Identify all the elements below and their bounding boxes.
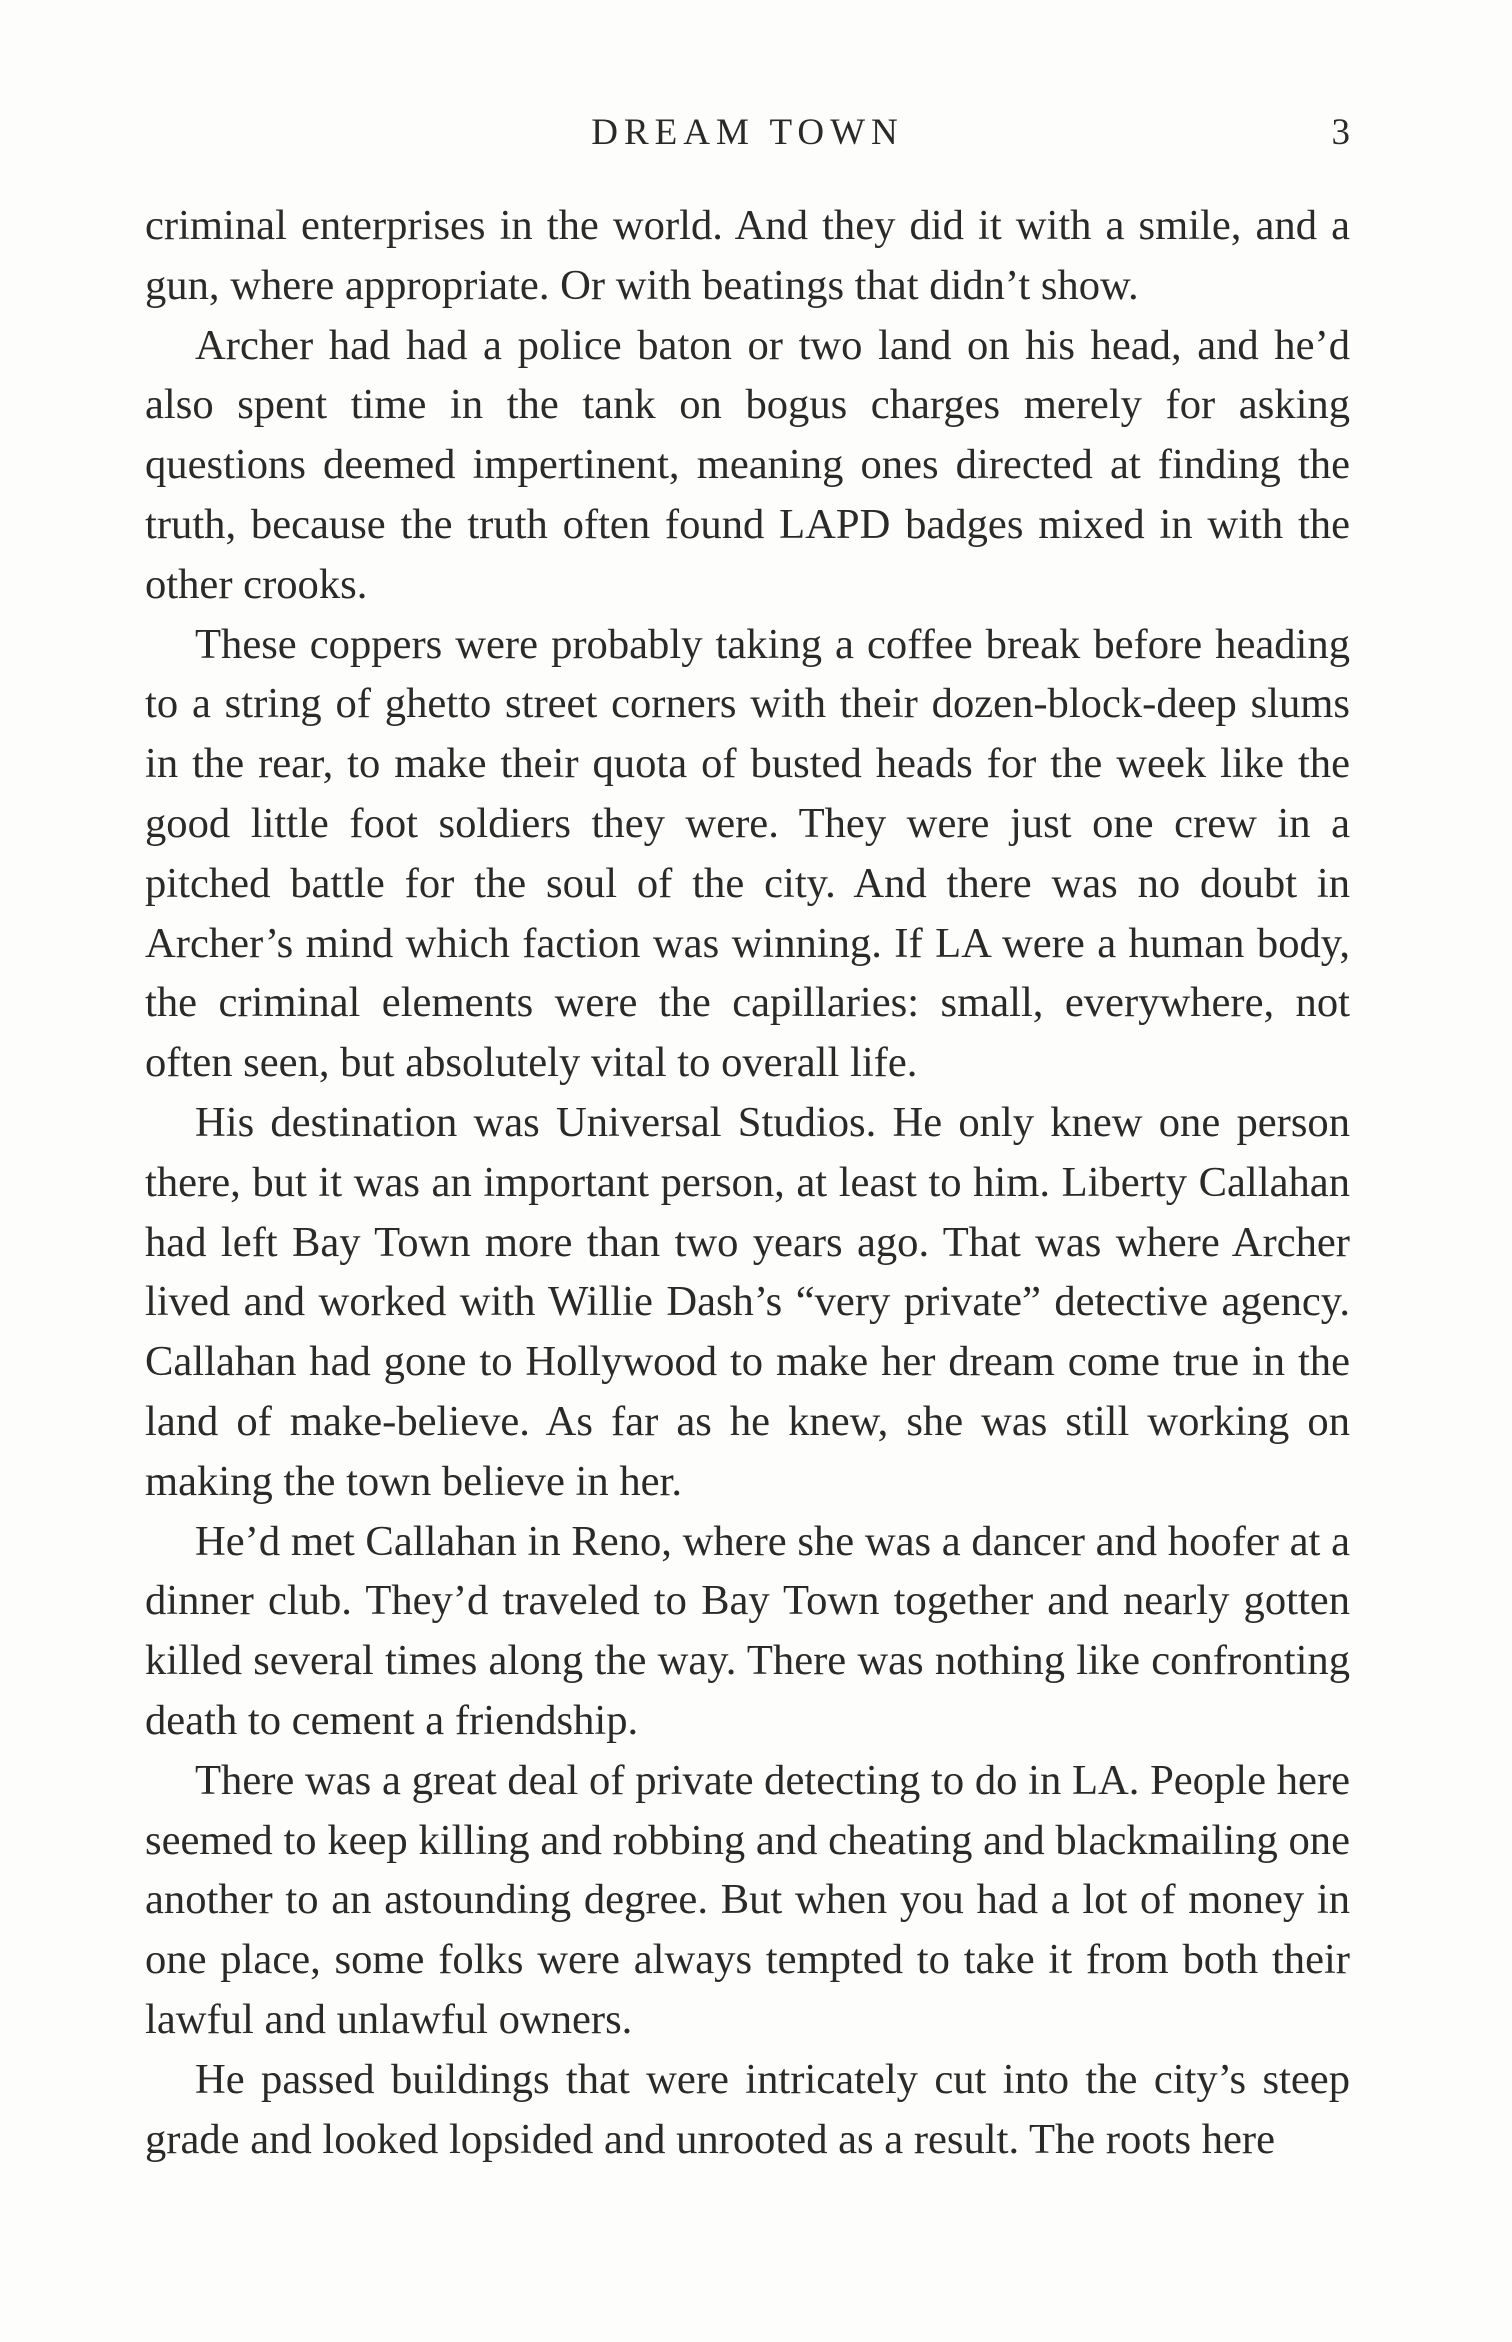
paragraph: He passed buildings that were intricately cut into the city’s steep grade and looked lopsided and unrooted as a result. The roots here xyxy=(145,2055,1350,2163)
paragraph: His destination was Universal Studios. He only knew one person there, but it was an important person, at least to him. Liberty Callahan had left Bay Town more than two years ago. That was where Archer lived and worked with Willie Dash’s “very private” detective agency. Callahan had gone to Hollywood to make her dream come true in the land of make-believe. As far as he knew, she was still working on making the town believe in her. xyxy=(145,1098,1350,1505)
running-title: DREAM TOWN xyxy=(591,112,904,153)
page-number: 3 xyxy=(1331,112,1350,153)
paragraph: There was a great deal of private detecting to do in LA. People here seemed to keep killing and robbing and cheating and blackmailing one another to an astounding degree. But when you had a lot of money in one place, some folks were always tempted to take it from both their lawful and unlawful owners. xyxy=(145,1756,1350,2043)
paragraph: criminal enterprises in the world. And they did it with a smile, and a gun, where appropriate. Or with beatings that didn’t show. xyxy=(145,202,1350,309)
paragraph: Archer had had a police baton or two land on his head, and he’d also spent time in the tank on bogus charges merely for asking questions deemed impertinent, meaning ones directed at finding the truth, because the truth often found LAPD badges mixed in with the other crooks. xyxy=(145,321,1350,608)
paragraph: He’d met Callahan in Reno, where she was a dancer and hoofer at a dinner club. They’d traveled to Bay Town together and nearly gotten killed several times along the way. There was nothing like confronting death to cement a friendship. xyxy=(145,1517,1350,1744)
body-text xyxy=(145,196,1350,2169)
paragraph: These coppers were probably taking a coffee break before heading to a string of ghetto street corners with their dozen-block-deep slums in the rear, to make their quota of busted heads for the week like the good little foot soldiers they were. They were just one crew in a pitched battle for the soul of the city. And there was no doubt in Archer’s mind which faction was winning. If LA were a human body, the criminal elements were the capillaries: small, everywhere, not often seen, but absolutely vital to overall life. xyxy=(145,620,1350,1087)
page-header xyxy=(145,108,1350,158)
